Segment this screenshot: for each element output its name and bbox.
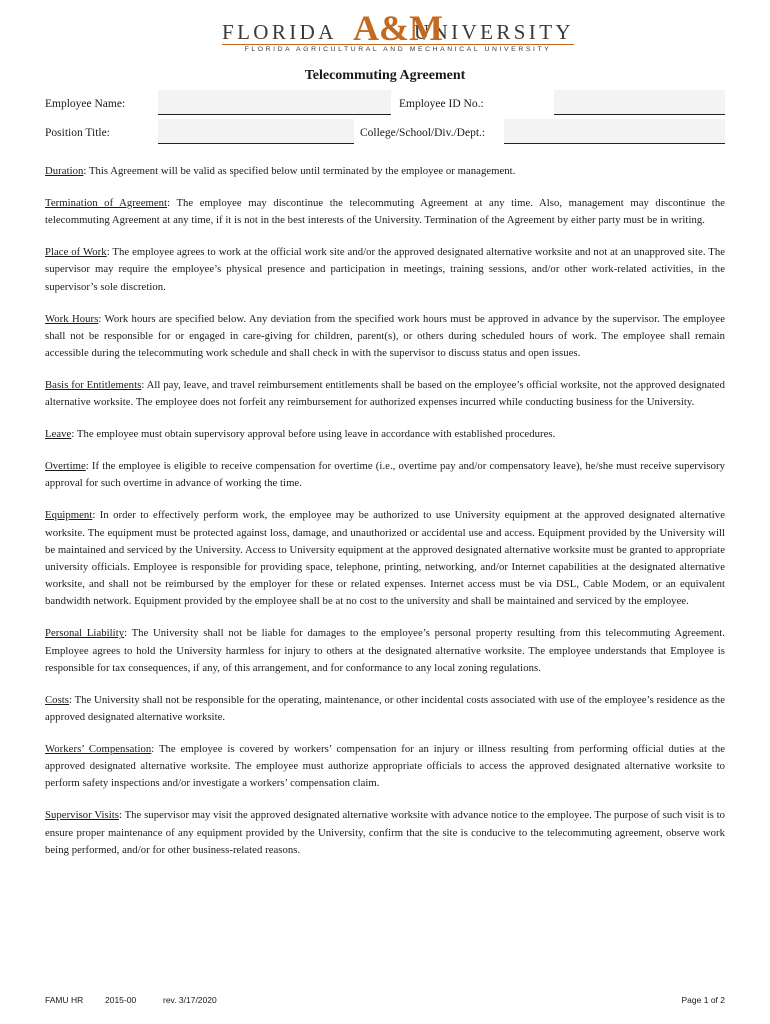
section-text: : The employee is covered by workers’ compensation for an injury or illness resulting from performing official duties at the approved designated alternative worksite. The employee must authorize appropriate officials to access the approved designated alternative worksite to perform safety inspections and/or investigate a workers’ compensation claim. xyxy=(45,743,726,790)
section-heading: Workers’ Compensation xyxy=(45,743,152,756)
section-supervisor-visits xyxy=(45,807,725,859)
agreement-body xyxy=(45,163,725,874)
section-heading: Overtime xyxy=(45,460,86,473)
section-heading: Work Hours xyxy=(45,312,99,325)
section-text: : This Agreement will be valid as specified below until terminated by the employee or management. xyxy=(83,165,516,177)
section-text: : If the employee is eligible to receive compensation for overtime (i.e., overtime pay and/or compensatory leave), he/she must receive supervisory approval for such overtime in advance of working the time. xyxy=(45,460,725,490)
footer-page-number: Page 1 of 2 xyxy=(681,995,725,1005)
section-text: : All pay, leave, and travel reimbursement entitlements shall be based on the employee’s official worksite, not the approved designated alternative worksite. The employee does not forfeit any reimbursement for authorized expenses incurred while conducting business for the University. xyxy=(45,379,725,409)
section-text: : The University shall not be responsible for the operating, maintenance, or other incidental costs associated with use of the employee’s residence as the approved designated alternative worksite. xyxy=(45,693,725,724)
section-heading: Termination of Agreement xyxy=(45,197,168,209)
employee-id-field[interactable] xyxy=(554,90,725,115)
section-basis-for-entitlements xyxy=(45,377,725,411)
form-row-employee xyxy=(45,90,726,116)
section-personal-liability xyxy=(45,625,725,677)
section-text: : The supervisor may visit the approved designated alternative worksite with advance notice to the employee. The purpose of such visit is to ensure proper maintenance of any equipment provided by the University, confirm that the site is conducive to the telecommuting agreement, observe work being performed, and/or for other business-related reasons. xyxy=(45,809,725,856)
section-place-of-work xyxy=(45,244,725,296)
section-text: : The University shall not be liable for damages to the employee’s personal property resulting from this telecommuting Agreement. Employee agrees to hold the University harmless for injury to others at the designated alternative worksite. The employee understands that Employee is responsible for tax consequences, if any, of this arrangement, and for conformance to any local zoning regulations. xyxy=(45,627,725,674)
section-text: : The employee may discontinue the telecommuting Agreement at any time. Also, management may discontinue the telecommuting Agreement at any time, if it is not in the best interests of the University. Termination of the Agreement by either party must be in writing. xyxy=(45,197,725,227)
section-text: : The employee must obtain supervisory approval before using leave in accordance with established procedures. xyxy=(71,428,556,441)
logo-subtitle: FLORIDA AGRICULTURAL AND MECHANICAL UNIVERSITY xyxy=(244,46,552,53)
section-work-hours xyxy=(45,311,725,363)
section-equipment xyxy=(45,507,725,610)
employee-name-label: Employee Name: xyxy=(45,98,126,110)
college-label: College/School/Div./Dept.: xyxy=(360,127,486,139)
section-heading: Place of Work xyxy=(45,246,107,259)
document-title: Telecommuting Agreement xyxy=(304,68,466,83)
logo-rule xyxy=(222,44,574,45)
section-heading: Basis for Entitlements xyxy=(45,379,142,392)
logo-am-mark-icon xyxy=(342,10,454,44)
section-text: : The employee agrees to work at the official work site and/or the approved designated alternative worksite and not at an unapproved site. The supervisor may require the employee’s physical presence and participation in meetings, training sessions, and/or other work-related activities, in the supervisor’s sole discretion. xyxy=(45,246,726,293)
footer-org: FAMU HR xyxy=(45,995,84,1005)
section-text: : In order to effectively perform work, the employee may be authorized to use University equipment at the approved designated alternative worksite. The equipment must be protected against loss, damage, and unauthorized or accidental use and access. Equipment provided by the University will be maintained and serviced by the University. Access to University equipment at the approved designated alternative worksite must be granted to appropriate university officials. Employee is responsible for providing space, telephone, printing, networking, and/or Internet capabilities at the designated alternative worksite, and shall not be reimbursed by the employer for these or related expenses. Internet access must be via DSL, Cable Modem, or an equivalent bandwidth network. Equipment provided by the employee shall be at no cost to the university and shall be maintained and serviced by the employee. xyxy=(45,509,725,608)
logo-text-right: UNIVERSITY xyxy=(414,20,574,44)
section-heading: Duration xyxy=(45,165,84,177)
logo-text-left: FLORIDA xyxy=(222,20,337,44)
section-heading: Leave xyxy=(45,428,72,441)
section-overtime xyxy=(45,458,725,492)
page-footer xyxy=(45,995,725,1009)
section-termination xyxy=(45,195,725,229)
footer-revision: rev. 3/17/2020 xyxy=(163,995,217,1005)
employee-name-field[interactable] xyxy=(158,90,391,115)
section-costs xyxy=(45,692,725,726)
section-heading: Personal Liability xyxy=(45,627,125,640)
employee-id-label: Employee ID No.: xyxy=(399,98,484,110)
footer-form-number: 2015-00 xyxy=(105,995,137,1005)
section-heading: Equipment xyxy=(45,509,93,522)
university-logo xyxy=(222,12,574,52)
position-title-label: Position Title: xyxy=(45,127,110,139)
section-heading: Costs xyxy=(45,693,70,706)
logo-mark-text: A&M xyxy=(353,10,443,44)
section-text: : Work hours are specified below. Any deviation from the specified work hours must be approved in advance by the supervisor. The employee shall not be responsible for or engaged in care-giving for children, parent(s), or others during scheduled hours of work. The employee shall remain accessible during the telecommuting work schedule and shall check in with the supervisor to discuss status and open issues. xyxy=(45,312,725,360)
form-row-position xyxy=(45,119,726,145)
college-field[interactable] xyxy=(504,119,725,144)
section-workers-compensation xyxy=(45,741,725,793)
section-heading: Supervisor Visits xyxy=(45,809,119,822)
section-duration xyxy=(45,163,725,180)
position-title-field[interactable] xyxy=(158,119,354,144)
section-leave xyxy=(45,426,725,443)
